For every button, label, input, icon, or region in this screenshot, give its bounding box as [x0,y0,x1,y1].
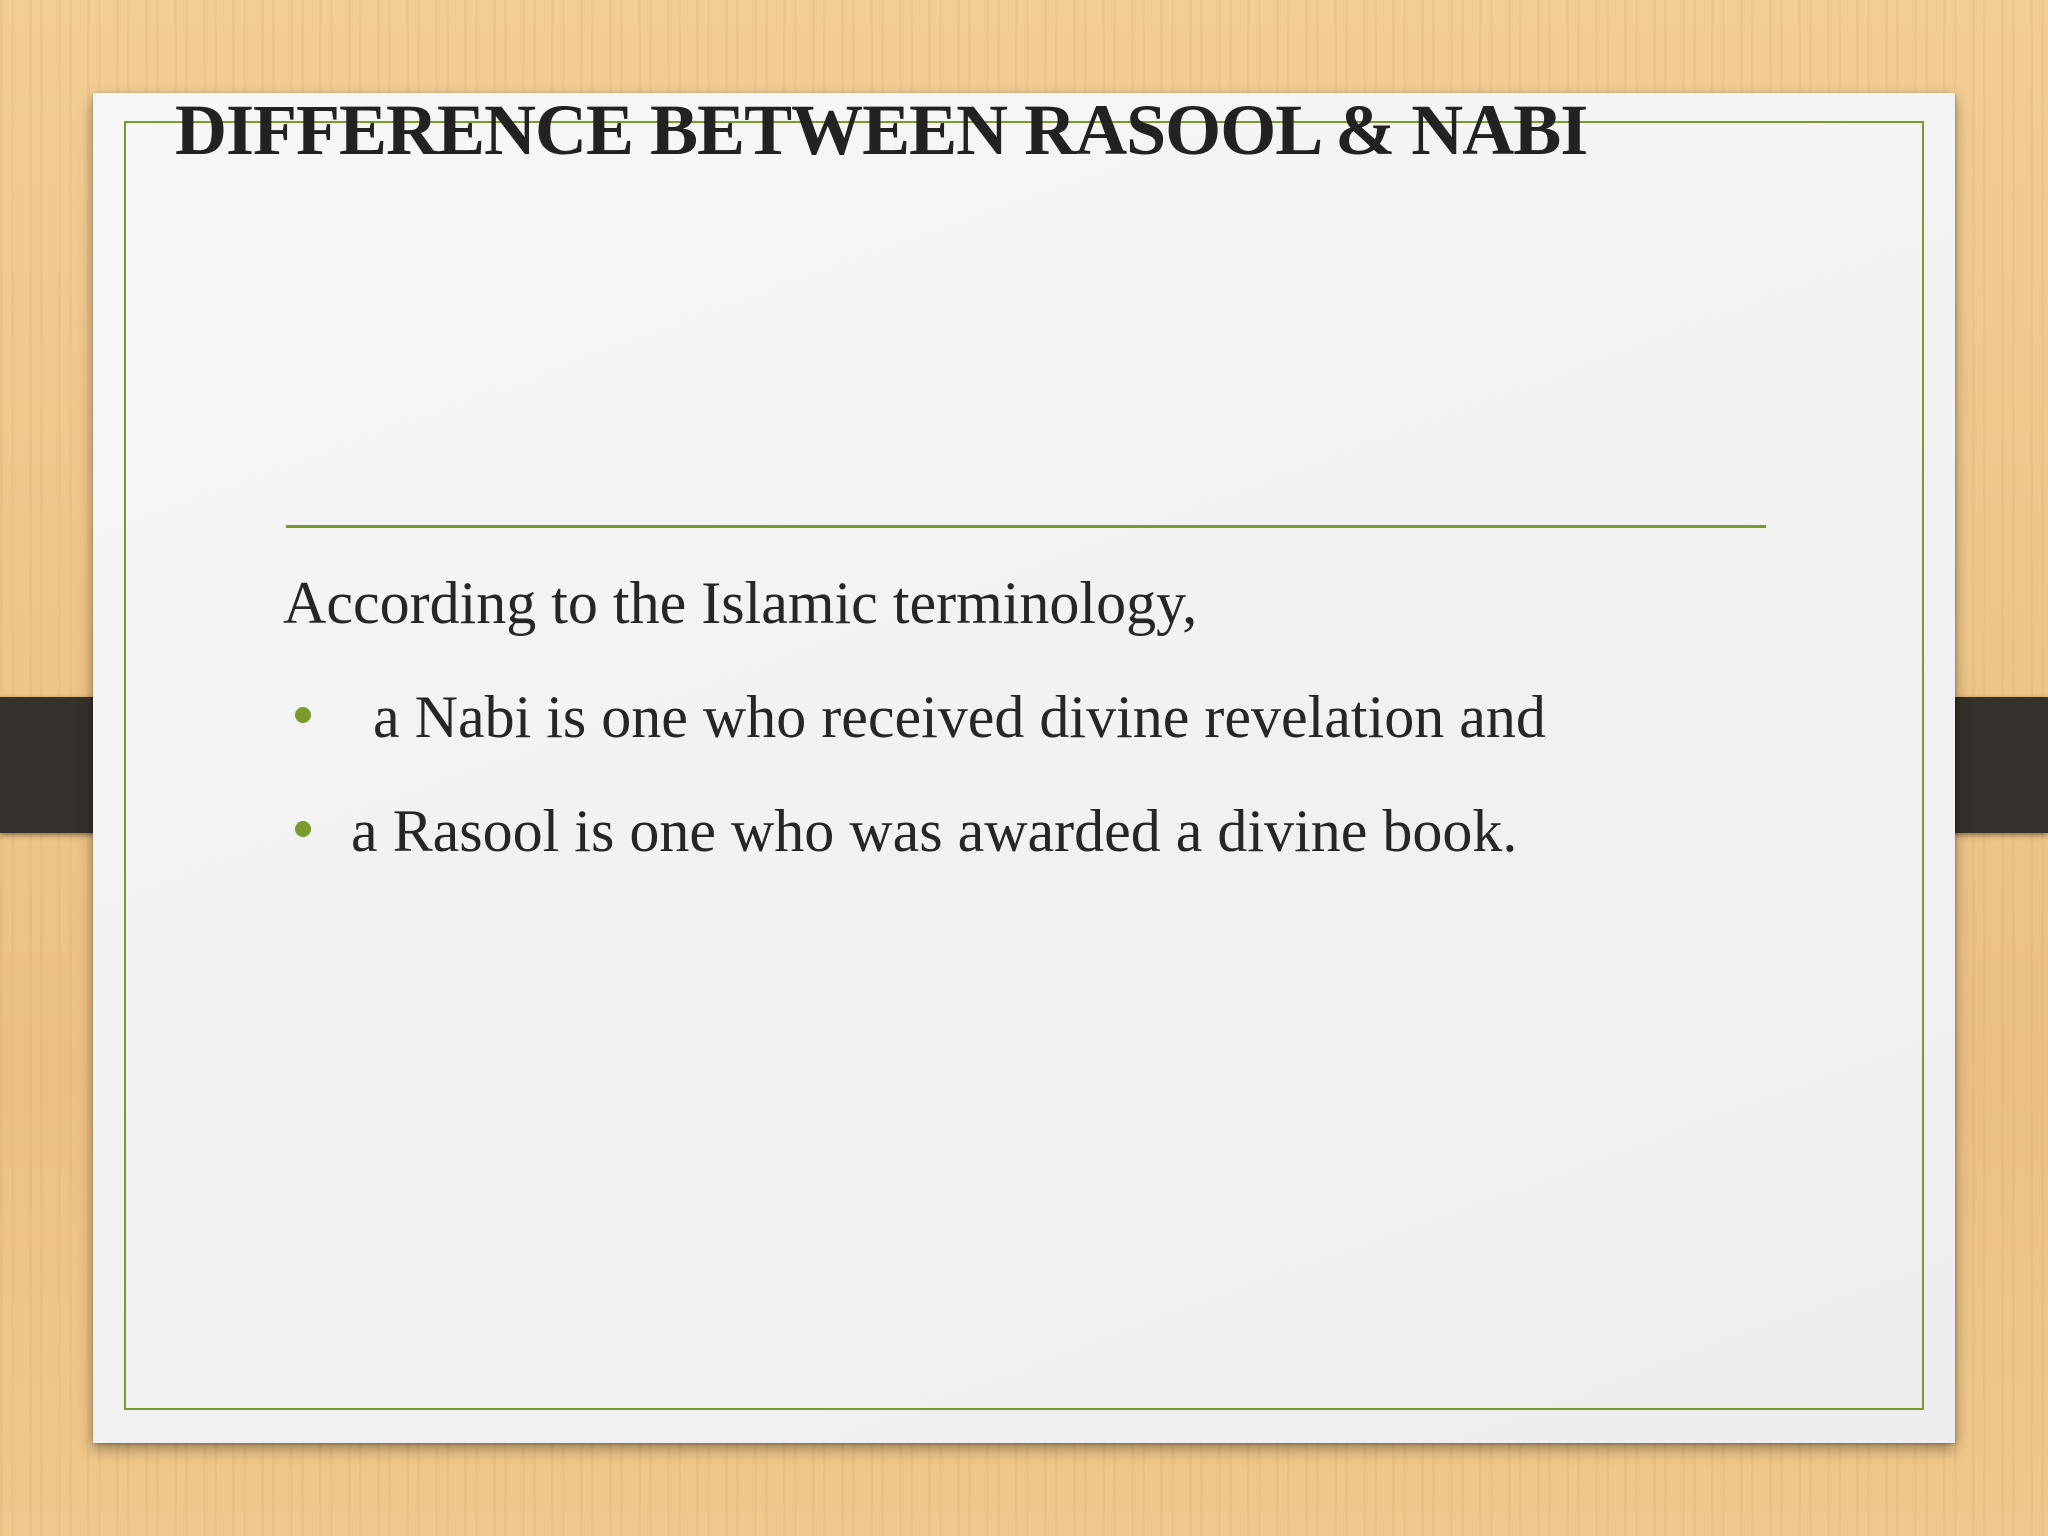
slide-title: DIFFERENCE BETWEEN RASOOL & NABI [175,90,1588,170]
intro-text: According to the Islamic terminology, [283,570,1198,636]
bullet-item [283,677,1783,757]
bullet-text: a Nabi is one who received divine revelation and [373,684,1546,750]
bullet-text: a Rasool is one who was awarded a divine book. [351,798,1518,864]
slide-card [93,90,1955,1443]
bullet-item [283,791,1783,871]
bullet-list [283,677,1783,871]
slide-body [283,563,1783,905]
title-divider [286,525,1766,528]
bullet-icon [295,707,311,723]
bullet-icon [295,821,311,837]
